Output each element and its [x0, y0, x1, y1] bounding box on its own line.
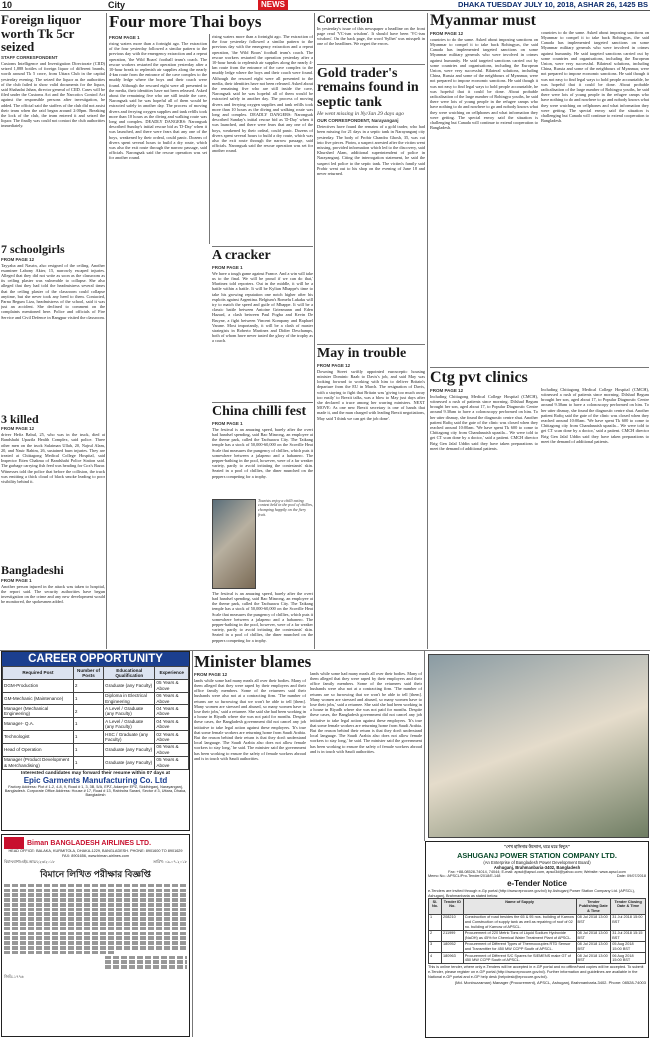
table-header: Tender Closing Date & Time	[611, 899, 646, 915]
dateline: DHAKA TUESDAY JULY 10, 2018, ASHAR 26, 1425 BS	[458, 0, 648, 9]
byline: FROM PAGE 12	[430, 387, 464, 393]
table-cell: 1	[73, 731, 103, 744]
table-row	[3, 743, 189, 756]
table-cell: DGM-Production	[3, 679, 74, 692]
headline-minister-blames: Minister blames	[194, 653, 312, 671]
table-cell: 180963	[442, 953, 464, 964]
table-cell: GM-Mechanic (Maintenance)	[3, 692, 74, 705]
ad-tagline: "শেখ হাসিনার উদ্যোগ, ঘরে ঘরে বিদ্যুৎ"	[504, 844, 570, 849]
table-cell: Manager (Mechanical Engineering)	[3, 705, 74, 718]
table-cell: 1	[73, 718, 103, 731]
article-body: lands while some had many meals all over their bodies. Many of them alleged that they were raped by their employers and their office family members. Some of the returnees said their husbands were also not at a contracting firm. 'The number of returns are so furrowing that we won't be able to tell [them]. Many women are stressed and abused, so many women have to lose their jobs,' said a returnee. She said she had been working in a house in Riyadh where she was not paid for months. Despite these cases, the Bangladesh government did not cancel any job initiative to take legal action against these employers. 'It's true that some female workers are returning home from Saudi Arabia. But the reason behind their return is that they don't understand local language. The Saudi Arabia also does not allow female workers to stay long,' he said. The minister said the government has been working to ensure the safety of female workers abroad and is in touch with Saudi authorities.	[194, 677, 306, 761]
column-rule	[427, 13, 428, 649]
headline-may-in-trouble: May in trouble	[317, 346, 407, 362]
notice-body-lines	[4, 884, 187, 969]
article-body: Customs Intelligence and Investigation Directorate (CIID) seized 1,888 bottles of foreign liquor of different brands, worth around Tk 5 crore, from Uttara Club in the capital yesterday evening. The seized the liquor as the authorities of the club failed to show valid documents for the liquor, said Shahadat Jahan, director general of CIID. Cases will be filed under the Customs Act and the Narcotics Control Act against the responsible persons after investigation, he added. The official said the staffers of the club did not assist their team when the raid began around 2:00pm. Breaking the lock of the club, the team entered it and seized the liquor. The finally was could not contact the club authorities immediately.	[1, 60, 105, 129]
table-cell: Graduate (any Faculty)	[104, 743, 155, 756]
byline: FROM PAGE 12	[1, 256, 35, 262]
table-row	[429, 953, 646, 964]
table-header: Required Post	[3, 667, 74, 680]
news-logo: NEWS	[258, 0, 288, 10]
headline-foreign-liquor: Foreign liquor worth Tk 5cr seized	[1, 13, 82, 55]
table-header: Experience	[155, 667, 189, 680]
column-rule	[192, 651, 193, 1037]
news-photo	[428, 654, 649, 838]
table-cell: Procurement of Different Types of Thermocouples RTD Sensor and Transmitter for 450 MW CCPP South of APSCL.	[463, 941, 576, 952]
tender-table	[428, 898, 646, 964]
article-china-chilli	[212, 405, 313, 649]
table-cell: 31 Jul 2018 15:15 BST	[611, 930, 646, 941]
application-note: Interested candidates may forward their resume within 07 days at	[20, 770, 171, 776]
byline: FROM PAGE 12	[1, 426, 35, 432]
table-cell: 3	[429, 941, 442, 952]
table-cell: A Level / Graduate (any Faculty)	[104, 718, 155, 731]
table-cell: Graduate (any Faculty)	[104, 756, 155, 769]
article-body: Tayyaba and Nasrin, also resigned of the ceiling. Another examinee Labony Akter, 15, narrowly escaped injuries. Alleged that they did not write as soon as the classroom as its ceiling plaster was vulnerable to collapse. She also alleged that they had told the headmistress several times that the ceiling plaster of the classroom could collapse anytime, but she never took any heed to them. Contacted, Parna Begum Liza, headmistress of the school, said it was just an accident. She declined to comment on the complaints mentioned here. Police and officials of Fire Service and Civil Defence in Rangpur visited the classroom.	[1, 262, 105, 320]
table-cell: 08 Jul 2018 13:00 BST	[576, 941, 611, 952]
headline-china-chilli-fest: China chilli fest	[212, 405, 307, 419]
byline: FROM PAGE 12	[194, 671, 228, 677]
table-header: Educational Qualification	[104, 667, 155, 680]
reference-number: বিমান/প্রশা/এইচ.আর/২২৩/২০১৮	[4, 860, 55, 865]
page-number: 10	[2, 0, 13, 10]
headline-bangladeshi: Bangladeshi	[1, 563, 64, 578]
byline: FROM PAGE 12	[430, 30, 464, 36]
article-body: countries to do the same. Asked about imposing sanctions on Myanmar to compel it to take back Rohingyas, the said Canada has implemented targeted sanctions on some Myanmar military generals who were involved in crimes against humanity. He said targeted sanctions carried out by some countries and organisations, including the European Union, were very successful. Bilateral solutions, including China, Russia and some of the neighbours of Myanmar, were not prepared to impose economic sanctions. He said though it was not easy to find legal ways to hold people accountable, he was hopeful that it could be done. About probable radicalisation of the large number of Rohingya youths, he said there were lots of young people in the refugee camps who have nothing to do and nowhere to go and nobody knows what they were watching on cellphones and what information they were getting. The special envoy said the situation is challenging but Canada will continue to extend cooperation to Bangladesh.	[541, 29, 649, 124]
table-cell: Graduate (any Faculty)	[104, 679, 155, 692]
deck: He went missing in Ny/Jan 29 days ago	[317, 110, 404, 117]
byline: FROM PAGE 1	[212, 264, 243, 270]
table-cell: Manager- Q.A.	[3, 718, 74, 731]
table-cell: 1	[429, 914, 442, 930]
table-cell: 08 Jul 2018 13:00 BST	[576, 930, 611, 941]
article-body: The festival is an amazing speed, barely after the overt bad handsel spending, said Bao Minrong, an employee at the theme park, called the Taohuawu City. The Taikang temple has a stock of 50,000-60,000 on the Scoville Heat Scale that measures the pungency of chillies, which puts it somewhere between a jalapeno and a habanero. The pepper-bathing in the pool, however, were of a far weaker variety, partly to avoid irritating the contestants' skin. Seated in a pool of chillies, the diner munched on the peppers competing for a trophy.	[212, 590, 313, 643]
article-body: countries to do the same. Asked about imposing sanctions on Myanmar to compel it to take back Rohingyas, the said Canada has implemented targeted sanctions on some Myanmar military generals who were involved in crimes against humanity. He said targeted sanctions carried out by some countries and organisations, including the European Union, were very successful. Bilateral solutions, including China, Russia and some of the neighbours of Myanmar, were not prepared to impose economic sanctions. He said though it was not easy to find legal ways to hold people accountable, he was hopeful that it could be done. About probable radicalisation of the large number of Rohingya youths, he said there were lots of young people in the refugee camps who have nothing to do and nowhere to go and nobody knows what they were watching on cellphones and what information they were getting. The special envoy said the situation is challenging but Canada will continue to extend cooperation to Bangladesh.	[430, 36, 538, 131]
table-cell: 2	[73, 679, 103, 692]
career-table	[2, 666, 189, 770]
column-2	[109, 34, 207, 649]
table-cell: 1	[73, 743, 103, 756]
article-body: We have a tough game against France. And a win will take us to the final. We will be proud if we can do that,' Martinez told reporters. Out in the middle, it will be a battle within a battle. It will be Kylian Mbappe's time to take his growing reputation one notch higher after his exploits against Argentina. Belgium's Romelu Lukaku will try to match the speed and guile of Mbappe. It will be a classic battle between Antoine Griezmann and Eden Hazard, a clash between Paul Pogba and Kevin De Bruyne, a fight between Vincent Kompany and Raphael Varane. Most importantly, it will be a clash of master strategists in Roberto Martinez and Didier Deschamps, both of whom have never tasted the glory of the trophy as a coach.	[212, 270, 313, 344]
table-cell: 1	[73, 756, 103, 769]
table-header: Number of Posts	[73, 667, 103, 680]
column-rule	[424, 651, 425, 841]
byline: STAFF CORRESPONDENT	[1, 54, 58, 60]
article-body: Another person injured in the attack was taken to hospital, the report said. The security authorities have begun investigation on the crime and any new development would be monitored, the spokesmen added.	[1, 583, 105, 605]
article-cracker	[212, 249, 313, 399]
table-header: Tender ID No.	[442, 899, 464, 915]
tender-title: e-Tender Notice	[507, 879, 567, 888]
table-row	[429, 914, 646, 930]
table-cell: 211999	[442, 930, 464, 941]
article-body: Downing Street swiftly appointed eurosceptic housing minister Dominic Raab to Davis's job, and said May was looking forward to working with him to deliver Britain's departure from the EU in March. The resignation of Davis, with a staying to fight that Britain was 'giving too much away too easily' to Brexit talks, was a blow to May just days after she declared a truce among her warring ministers. NEXT MOVE: As one new Brexit secretary is one of hands that made it, and the man charged with leading Brexit negotiations, May said 'I think we can get the job done'.	[317, 368, 425, 421]
notice-date: তারিখ: ০৯-০৭-২০১৮	[153, 860, 187, 865]
notice-title: বিমানে লিখিত পরীক্ষার বিজ্ঞপ্তি	[40, 868, 151, 879]
company-contact: Fax: +88-08528-74014, 74044; E-mail: apscl@apscl.com, apscl3d@yahoo.com; Website: www.apscl.com	[448, 870, 626, 874]
table-cell: HSC / Graduate (any Faculty)	[104, 731, 155, 744]
biman-logo-icon	[4, 837, 24, 849]
byline: FROM PAGE 1	[1, 577, 32, 583]
table-cell: 05 Years & Above	[155, 756, 189, 769]
table-cell: Diploma in Electrical Engineering	[104, 692, 155, 705]
table-cell: 08 Jul 2018 13:00 BST	[576, 953, 611, 964]
article-myanmar	[430, 13, 649, 365]
company-location: Ashuganj, Brahmanbaria-3402, Bangladesh	[493, 865, 581, 870]
headline-three-killed: 3 killed	[1, 411, 39, 426]
footer-code: জিডি-১৭৭৬	[4, 974, 24, 979]
byline: OUR CORRESPONDENT, Narayanganj	[317, 118, 399, 124]
headline-a-cracker: A cracker	[212, 249, 271, 263]
column-rule	[314, 13, 315, 649]
column-rule	[106, 13, 107, 649]
ashuganj-tender-ad	[425, 841, 649, 1038]
article-body: Including Chittagong Medical College Hospital (CMCH), witnessed a rush of patients since morning. Dilshad Begum brought her son, aged about 17, to Popular Diagnostic Centre around 9.30am to have a colonoscopy performed on him. To her utter dismay, she found the diagnostic centre shut. Another patient Rafiq said the gate of the clinic was closed when they reached around 10:00am. 'We have spent Tk 600 to come to Chittagong city from Chandanaish upazila... We were told to get CT scan done by a doctor,' said a patient. CMCH director Brig Gen Jalal Uddin said they have taken preparations to meet the demand of additional patients.	[541, 386, 649, 444]
table-cell: 180952	[442, 941, 464, 952]
table-row	[429, 941, 646, 952]
table-cell: 4	[429, 953, 442, 964]
headline-block	[109, 13, 313, 33]
company-address: Factory Address: Plot # 1-2, 4-8, 9, Road # 1, 3, 3B, 5/A, EPZ, Adamjee EPZ, Siddhirganj, Narayanganj, Bangladesh. Corporate Office Address: House # 17, Road # 13, Rabindra Sarani, Sector # 3, Uttara, Dhaka, Bangladesh	[4, 784, 187, 797]
table-cell: 2	[73, 705, 103, 718]
table-cell: 05 Aug 2018 15:00 BST	[611, 941, 646, 952]
table-cell: 06 Years & Above	[155, 692, 189, 705]
article-body: lands while some had many meals all over their bodies. Many of them alleged that they were raped by their employers and their office family members. Some of the returnees said their husbands were also not at a contracting firm. 'The number of returns are so furrowing that we won't be able to tell [them]. Many women are stressed and abused, so many women have to lose their jobs,' said a returnee. She said she had been working in a house in Riyadh where she was not paid for months. Despite these cases, the Bangladesh government did not cancel any job initiative to take legal action against these employers. 'It's true that some female workers are returning home from Saudi Arabia. But the reason behind their return is that they don't understand local language. The Saudi Arabia also does not allow female workers to stay long,' he said. The minister said the government has been working to ensure the safety of female workers abroad and is in touch with Saudi authorities.	[310, 670, 422, 754]
table-row	[3, 692, 189, 705]
column-4	[317, 13, 425, 649]
tender-intro: e-Tenders are invited through e-Gp portal (http://www.eprocure.gov.bd) by Ashuganj Power Station Company Ltd. (APSCL), Ashuganj, Brahmanbaria as stated below.	[428, 889, 635, 898]
headline-myanmar-must: Myanmar must	[430, 13, 536, 29]
table-cell: 04 Years & Above	[155, 718, 189, 731]
memo-number: Memo No.: APSCL/Pro-Tender/2018/E-148	[428, 874, 501, 878]
career-opportunity-ad	[1, 651, 190, 831]
signatory: (Md. Moniruzzaman) Manager (Procurement), APSCL, Ashuganj, Brahmanbaria-3402. Phone: 08528-74003	[454, 980, 646, 986]
headline-correction: Correction	[317, 13, 373, 26]
page-header	[0, 0, 650, 11]
table-row	[3, 731, 189, 744]
table-row	[3, 718, 189, 731]
section-rule	[430, 367, 649, 368]
section-rule	[212, 246, 313, 247]
table-row	[3, 705, 189, 718]
table-cell: 02 Years & Above	[155, 731, 189, 744]
company-name: ASHUGANJ POWER STATION COMPANY LTD.	[457, 851, 617, 860]
table-cell: A Level / Graduate (any Faculty)	[104, 705, 155, 718]
byline: FROM PAGE 1	[109, 35, 140, 40]
article-body: In yesterday's issue of this newspaper a headline on the front page read 'VC-ism wisdom'. It should have been 'VC-ism wisdom'. On the back page, the word 'Sylhet' was misspelt in one of the headlines. We regret the errors.	[317, 25, 425, 47]
table-cell: Technologist	[3, 731, 74, 744]
table-row	[3, 756, 189, 769]
tender-footer: This is online tender, where only e-Tenders will be accepted in e-GP portal and no offline/hard copies will be accepted. To submit e-Tender, please register on e-GP portal (http://www.eprocure.gov.bd). Further information and guidelines are available in the National e-GP portal and e-GP help desk (helpdesk@eprocure.gov.bd).	[428, 965, 644, 979]
byline: FROM PAGE 12	[317, 362, 351, 368]
section-rule	[212, 402, 313, 403]
photo-caption: Tourists enjoy a chilli eating contest held in the pool of chillies, chomping happily on the fiery fruit.	[258, 497, 313, 518]
article-minister-blames	[194, 653, 423, 1037]
column-1	[1, 13, 105, 649]
article-body: driver Hefiz Babul, 25, who was in the truck, died at Bandshahi Upazila Health Complex, said police. Three other men on the truck Sulaiman Ullah, 20, Najrul Alam, 20, and Nasir Rahim, 26, sustained burn injuries. They are treated at Chittagong Medical College Hospital, said Inspector Eiten Chakma of Bandshahi Police Station said. The garbage carrying fish feed was heading for Cox's Bazar. Witnesses told the police that before the collision, the truck was emitting a thick cloud of black smoke leading to poor visibility behind it.	[1, 432, 105, 484]
chilli-pool-photo	[212, 499, 256, 589]
table-header: Sl. No.	[429, 899, 442, 915]
ad-title: CAREER OPPORTUNITY	[2, 652, 189, 666]
table-cell: Manager (Product Development & Merchandising)	[3, 756, 74, 769]
headline-gold-trader: Gold trader's remains found in septic tank	[317, 65, 419, 110]
table-cell: 04 Years & Above	[155, 705, 189, 718]
article-body: Including Chittagong Medical College Hospital (CMCH), witnessed a rush of patients since morning. Dilshad Begum brought her son, aged about 17, to Popular Diagnostic Centre around 9.30am to have a colonoscopy performed on him. To her utter dismay, she found the diagnostic centre shut. Another patient Rafiq said the gate of the clinic was closed when they reached around 10:00am. 'We have spent Tk 600 to come to Chittagong city from Chandanaish upazila... We were told to get CT scan done by a doctor,' said a patient. CMCH director Brig Gen Jalal Uddin said they have taken preparations to meet the demand of additional patients.	[430, 393, 538, 451]
section-name: City	[108, 0, 126, 10]
table-cell: 05 Years & Above	[155, 679, 189, 692]
biman-address: HEAD OFFICE: BALAKA, KURMITOLA, DHAKA-1229, BANGLADESH. PHONE: 8901600 TO 8901629 FAX: 8901656, www.biman-airlines.com	[8, 849, 183, 858]
table-cell: 31 Jul 2018 15:00 BST	[611, 914, 646, 930]
biman-brand: Biman BANGLADESH AIRLINES LTD.	[27, 839, 152, 847]
table-cell: Procurement of Different S/C Spares for SIEMENS make GT of 450 MW CCPP South of APSCL.	[463, 953, 576, 964]
table-row	[3, 679, 189, 692]
table-cell: 06 Aug 2018 15:00 BST	[611, 953, 646, 964]
byline: FROM PAGE 1	[212, 420, 243, 426]
table-header: Tender Publishing Date & Time	[576, 899, 611, 915]
table-cell: 1	[73, 692, 103, 705]
article-ctg-clinics	[430, 370, 649, 649]
headline-schoolgirls: 7 schoolgirls	[1, 241, 65, 256]
headline-ctg-pvt-clinics: Ctg pvt clinics	[430, 370, 528, 386]
article-body: Detectives have found the remains of a gold trader, who had been missing for 21 days in a septic tank in Narayanganj city yesterday. The body of Probir Chandra Ghosh, 35, was cut into five pieces. Piotm, a suspect arrested after the victim went missing, provided information which led to the discovery, said Khurshed Alam, additional superintendent of police in Narayanganj. Citing the interrogation statement, he said the suspect led police to the septic tank. The victim's family said Probir went out to his shop on the evening of June 18 and never returned.	[317, 124, 425, 176]
table-cell: Procurement of 220 Metric Tons of Liquid Sodium Hydroxide (NaOH) as 45% for Chemical Water Treatment Plant of APSCL.	[463, 930, 576, 941]
table-cell: Head of Operation	[3, 743, 74, 756]
memo-date: Date: 09/07/2018	[616, 874, 646, 878]
company-name: Epic Garments Manufacturing Co. Ltd	[23, 775, 168, 785]
column-rule	[209, 34, 210, 244]
table-row	[429, 930, 646, 941]
table-cell: 208210	[442, 914, 464, 930]
article-body: rising waters more than a fortnight ago. The extraction of the four yesterday followed a similar pattern to the previous day with the emergency extraction and a repeat operation, 'the Wild Boars' football team's coach. The rescue workers restarted the operation yesterday after a 10-hour break to replenish air supplies along the nearly 4-km route from the entrance of the cave complex to the muddy ledge where the boys and their coach were found. Although the rescued eight were all presented to the media, their identities have not been released. Asked about the remaining five who are still inside the cave, Narongsak said he was hopeful all of them would be extracted safely in another day. The process of moving divers and ferrying oxygen supplies and tank refills took more than 10 hours as the diving and walking route was long and complex. DEADLY DANGERS: Narongsak described Sunday's initial rescue bid as 'D-Day' when it was launched, and there were fears that any one of the boys, weakened by their ordeal, could panic. Dozens of divers spent several hours to build a dry route, which was also the exit route through the narrow passage, said officials. Narongsak said the rescue operation was set for another round.	[212, 34, 313, 154]
article-body: rising waters more than a fortnight ago. The extraction of the four yesterday followed a similar pattern to the previous day with the emergency extraction and a repeat operation, 'the Wild Boars' football team's coach. The rescue workers restarted the operation yesterday after a 10-hour break to replenish air supplies along the nearly 4-km route from the entrance of the cave complex to the muddy ledge where the boys and their coach were found. Although the rescued eight were all presented to the media, their identities have not been released. Asked about the remaining five who are still inside the cave, Narongsak said he was hopeful all of them would be extracted safely in another day. The process of moving divers and ferrying oxygen supplies and tank refills took more than 10 hours as the diving and walking route was long and complex. DEADLY DANGERS: Narongsak described Sunday's initial rescue bid as 'D-Day' when it was launched, and there were fears that any one of the boys, weakened by their ordeal, could panic. Dozens of divers spent several hours to build a dry route, which was also the exit route through the narrow passage, said officials. Narongsak said the rescue operation was set for another round.	[109, 41, 207, 161]
article-body: The festival is an amazing speed, barely after the overt bad handsel spending, said Bao Minrong, an employee at the theme park, called the Taohuawu City. The Taikang temple has a stock of 50,000-60,000 on the Scoville Heat Scale that measures the pungency of chillies, which puts it somewhere between a jalapeno and a habanero. The pepper-bathing in the pool, however, were of a far weaker variety, partly to avoid irritating the contestants' skin. Seated in a pool of chillies, the diner munched on the peppers competing for a trophy.	[212, 426, 313, 479]
table-header: Name of Supply	[463, 899, 576, 915]
headline-four-more-thai-boys: Four more Thai boys	[109, 13, 262, 31]
biman-ad	[1, 834, 190, 1037]
column-3-top	[212, 34, 313, 244]
table-cell: 06 Years & Above	[155, 743, 189, 756]
company-subtitle: (An Enterprise of Bangladesh Power Development Board)	[483, 860, 591, 865]
table-cell: 08 Jul 2018 13:00 BST	[576, 914, 611, 930]
table-cell: 2	[429, 930, 442, 941]
table-cell: Construction of road besides the 65 & 95 nos. building of Karnow and Construction of supply tank as well as repairing of roof of 02 no. building of Karnow of APSCL.	[464, 915, 575, 929]
